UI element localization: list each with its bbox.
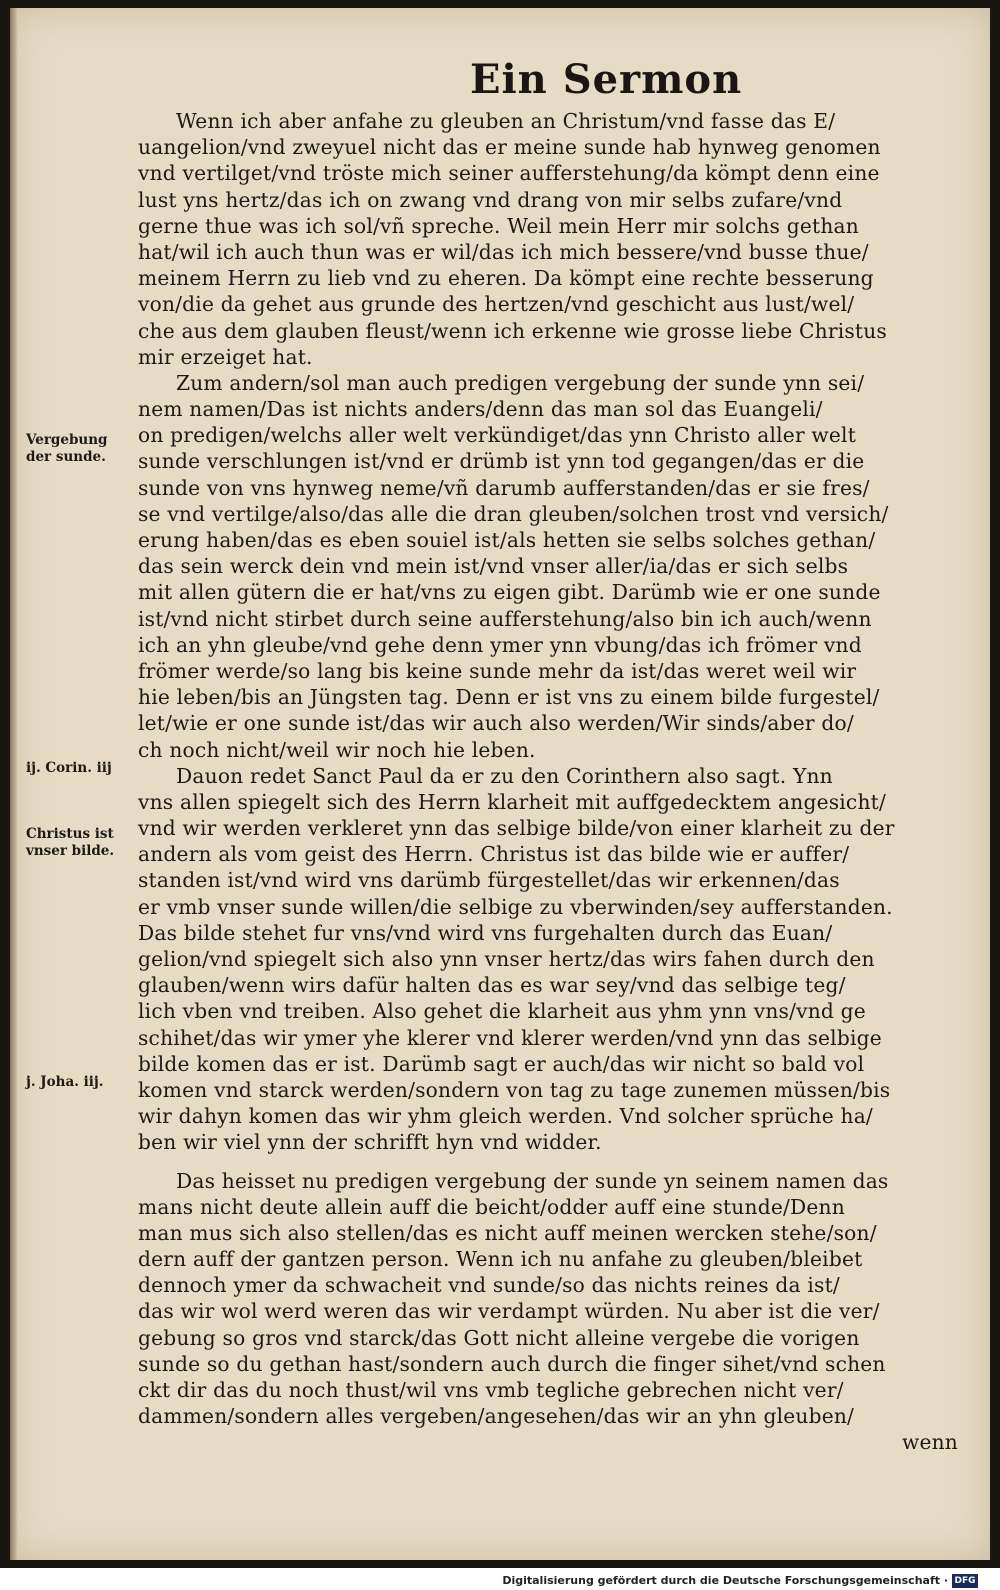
margin-note-line: der sunde. — [26, 449, 106, 465]
text-line: ist/vnd nicht stirbet durch seine aufferstehung/also bin ich auch/wenn — [138, 606, 872, 631]
text-line: dennoch ymer da schwacheit vnd sunde/so das nichts reines da ist/ — [138, 1273, 840, 1298]
margin-note-line: j. Joha. iij. — [26, 1074, 104, 1090]
text-line: sunde von vns hynweg neme/vñ darumb aufferstanden/das er sie fres/ — [138, 475, 870, 500]
margin-note-line: ij. Corin. iij — [26, 760, 112, 776]
text-line: andern als vom geist des Herrn. Christus ist das bilde wie er auffer/ — [138, 842, 850, 867]
margin-note-line: Vergebung — [26, 432, 108, 448]
text-line: das wir wol werd weren das wir verdampt würden. Nu aber ist die ver/ — [138, 1299, 880, 1324]
text-line: bilde komen das er ist. Darümb sagt er auch/das wir nicht so bald vol — [138, 1051, 865, 1076]
text-line: Zum andern/sol man auch predigen vergebung der sunde ynn sei/ — [176, 370, 865, 395]
text-line: gerne thue was ich sol/vñ spreche. Weil mein Herr mir solchs gethan — [138, 213, 859, 238]
text-line: uangelion/vnd zweyuel nicht das er meine sunde hab hynweg genomen — [138, 135, 881, 160]
margin-note-vergebung — [26, 432, 138, 466]
text-line: glauben/wenn wirs dafür halten das es war sey/vnd das selbige teg/ — [138, 973, 846, 998]
text-line: mit allen gütern die er hat/vns zu eigen gibt. Darümb wie er one sunde — [138, 580, 881, 605]
text-line: ch noch nicht/weil wir noch hie leben. — [138, 737, 536, 762]
text-line: erung haben/das es eben souiel ist/als hetten sie selbs solches gethan/ — [138, 528, 876, 552]
text-line: vns allen spiegelt sich des Herrn klarheit mit auffgedecktem angesicht/ — [138, 789, 886, 814]
text-line: on predigen/welchs aller welt verkündiget/das ynn Christo aller welt — [138, 423, 857, 448]
text-line: ich an yhn gleube/vnd gehe denn ymer ynn vbung/das ich frömer vnd — [138, 632, 862, 657]
text-line: nem namen/Das ist nichts anders/denn das man sol das Euangeli/ — [138, 397, 823, 422]
text-line: Das heisset nu predigen vergebung der sunde yn seinem namen das — [176, 1168, 889, 1193]
text-line: vnd wir werden verkleret ynn das selbige bilde/von einer klarheit zu der — [138, 816, 895, 841]
text-line: mans nicht deute allein auff die beicht/odder auff eine stunde/Denn — [138, 1194, 845, 1219]
text-line: Das bilde stehet fur vns/vnd wird vns furgehalten durch das Euan/ — [138, 920, 833, 945]
text-line: sunde verschlungen ist/vnd er drümb ist ynn tod gegangen/das er die — [138, 449, 865, 474]
text-line: let/wie er one sunde ist/das wir auch also werden/Wir sinds/aber do/ — [138, 711, 854, 736]
text-line: man mus sich also stellen/das es nicht auff meinen wercken stehe/son/ — [138, 1220, 877, 1245]
text-line: hat/wil ich auch thun was er wil/das ich mich bessere/vnd busse thue/ — [138, 239, 869, 264]
text-line: komen vnd starck werden/sondern von tag zu tage zunemen müssen/bis — [138, 1077, 891, 1102]
dfg-logo-icon: DFG — [952, 1574, 978, 1588]
text-line: meinem Herrn zu lieb vnd zu eheren. Da kömpt eine rechte besserung — [138, 266, 874, 291]
running-head: Ein Sermon — [470, 56, 743, 103]
text-line: dammen/sondern alles vergeben/angesehen/das wir an yhn gleuben/ — [138, 1404, 855, 1429]
text-line: wir dahyn komen das wir yhm gleich werden. Vnd solcher sprüche ha/ — [138, 1104, 873, 1129]
text-line: gebung so gros vnd starck/das Gott nicht alleine vergebe die vorigen — [138, 1325, 860, 1350]
text-line: sunde so du gethan hast/sondern auch durch die finger sihet/vnd schen — [138, 1351, 886, 1376]
text-line: Wenn ich aber anfahe zu gleuben an Christum/vnd fasse das E/ — [176, 109, 836, 133]
margin-note-line: vnser bilde. — [26, 843, 115, 859]
body-text — [138, 108, 958, 1456]
book-page — [10, 8, 990, 1560]
text-line: schihet/das wir ymer yhe klerer vnd klerer werden/vnd ynn das selbige — [138, 1025, 882, 1050]
text-line: lich vben vnd treiben. Also gehet die klarheit aus yhm ynn vns/vnd ge — [138, 999, 866, 1024]
text-line: das sein werck dein vnd mein ist/vnd vnser aller/ia/das er sich selbs — [138, 554, 849, 579]
text-line: frömer werde/so lang bis keine sunde mehr da ist/das weret weil wir — [138, 658, 857, 683]
margin-note-christus-bilde — [26, 826, 138, 860]
catchword: wenn — [901, 1430, 958, 1455]
text-line: standen ist/vnd wird vns darümb fürgestellet/das wir erkennen/das — [138, 868, 840, 893]
text-line: gelion/vnd spiegelt sich also ynn vnser hertz/das wirs fahen durch den — [138, 947, 875, 971]
text-line: ben wir viel ynn der schrifft hyn vnd widder. — [138, 1130, 602, 1155]
text-line: che aus dem glauben fleust/wenn ich erkenne wie grosse liebe Christus — [138, 318, 887, 343]
margin-note-line: Christus ist — [26, 826, 114, 842]
margin-note-corinther — [26, 760, 138, 777]
text-line: vnd vertilget/vnd tröste mich seiner aufferstehung/da kömpt denn eine — [138, 161, 880, 186]
funding-credit: Digitalisierung gefördert durch die Deutsche Forschungsgemeinschaft · — [502, 1574, 948, 1587]
text-line: ckt dir das du noch thust/wil vns vmb tegliche gebrechen nicht ver/ — [138, 1378, 844, 1402]
page-binding-edge — [10, 8, 18, 1560]
text-line: se vnd vertilge/also/das alle die dran gleuben/solchen trost vnd versich/ — [138, 501, 889, 526]
text-line: mir erzeiget hat. — [138, 344, 313, 369]
text-line: von/die da gehet aus grunde des hertzen/vnd geschicht aus lust/wel/ — [138, 292, 855, 317]
text-line: er vmb vnser sunde willen/die selbige zu vberwinden/sey aufferstanden. — [138, 894, 893, 919]
margin-note-johannes — [26, 1074, 138, 1091]
paragraph-gap — [138, 1156, 958, 1168]
text-line: lust yns hertz/das ich on zwang vnd drang von mir selbs zufare/vnd — [138, 187, 843, 212]
text-line: dern auff der gantzen person. Wenn ich nu anfahe zu gleuben/bleibet — [138, 1247, 863, 1272]
text-line: hie leben/bis an Jüngsten tag. Denn er ist vns zu einem bilde furgestel/ — [138, 685, 880, 710]
text-line: Dauon redet Sanct Paul da er zu den Corinthern also sagt. Ynn — [176, 763, 833, 788]
